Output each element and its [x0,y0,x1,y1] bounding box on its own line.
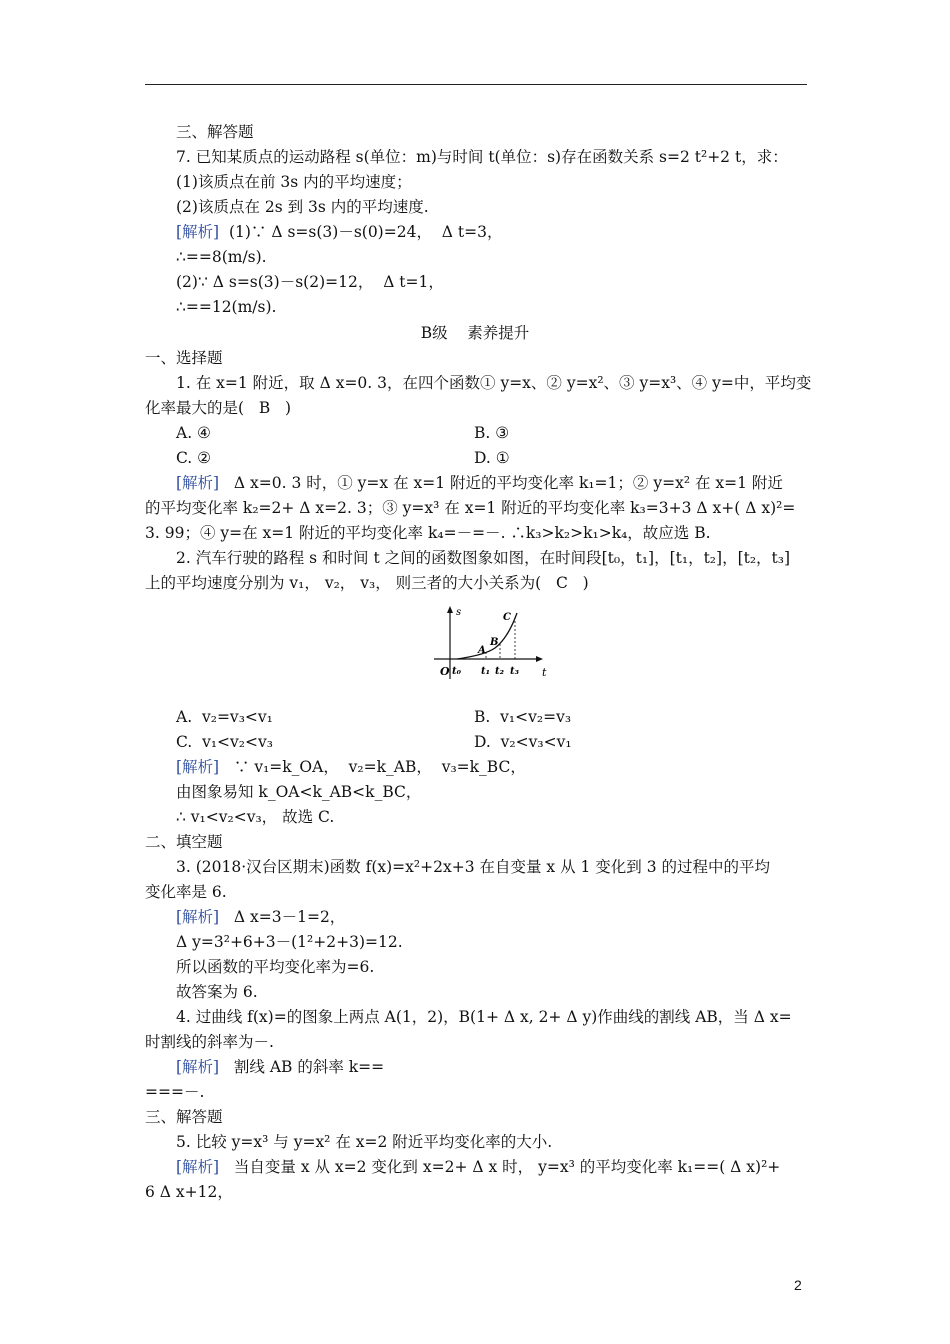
section-heading: 三、解答题 [145,1108,223,1126]
level-heading: B级 素养提升 [420,324,530,342]
problem-4: 4. 过曲线 f(x)=的图象上两点 A(1，2)，B(1+ Δ x, 2+ Δ y)作曲线的割线 AB，当 Δ x= [176,1008,792,1026]
problem-1: 1. 在 x=1 附近，取 Δ x=0. 3，在四个函数① y=x、② y=x²、③ y=x³、④ y=中，平均变 [176,374,812,392]
solution-line: 3. 99；④ y=在 x=1 附近的平均变化率 k₄=－=－. ∴k₃>k₂>k₁>k₄，故应选 B. [145,524,711,542]
solution-text: (1)∵ Δ s=s(3)－s(0)=24， Δ t=3， [219,223,503,241]
solution-line: 6 Δ x+12， [145,1183,233,1201]
point-a-label: A [478,645,486,656]
s-axis-arrow [447,606,453,613]
problem-1-cont: 化率最大的是( B ) [145,399,292,417]
solution-tag: [解析] [176,474,220,492]
solution-tag: [解析] [176,1158,220,1176]
choice-c: C. ② [176,449,212,467]
problem-5: 5. 比较 y=x³ 与 y=x² 在 x=2 附近平均变化率的大小. [176,1133,553,1151]
solution-tag: [解析] [176,758,220,776]
page-number: 2 [794,1277,802,1293]
problem-2: 2. 汽车行驶的路程 s 和时间 t 之间的函数图象如图，在时间段[t₀，t₁]，[t₁，t₂]，[t₂，t₃] [176,549,791,567]
solution-text: Δ x=0. 3 时，① y=x 在 x=1 附近的平均变化率 k₁=1；② y=x² 在 x=1 附近 [219,474,783,492]
axis-label-t: t [542,666,547,679]
solution-line: 故答案为 6. [176,983,258,1001]
point-c-label: C [503,612,511,623]
header-rule [145,84,807,85]
choice-b: B. v₁<v₂=v₃ [474,708,572,726]
solution-line: ∴ v₁<v₂<v₃， 故选 C. [176,808,335,826]
solution-line: 的平均变化率 k₂=2+ Δ x=2. 3；③ y=x³ 在 x=1 附近的平均变化率 k₃=3+3 Δ x+( Δ x)²= [145,499,796,517]
choice-c: C. v₁<v₂<v₃ [176,733,273,751]
section-heading: 一、选择题 [145,349,223,367]
solution-line: 所以函数的平均变化率为=6. [176,958,375,976]
problem-3-cont: 变化率是 6. [145,883,227,901]
solution-line: ===－. [145,1083,205,1101]
solution-text: Δ x=3－1=2， [219,908,346,926]
tick-label-t2: t₂ [495,666,504,677]
problem-4-cont: 时割线的斜率为－. [145,1033,274,1051]
solution-tag: [解析] [176,1058,220,1076]
solution-line: ∴==8(m/s). [176,248,267,266]
solution-text: 割线 AB 的斜率 k== [219,1058,385,1076]
solution-line [176,471,783,495]
solution-line [176,905,345,929]
section-heading: 二、填空题 [145,833,223,851]
problem-2-cont: 上的平均速度分别为 v₁， v₂， v₃， 则三者的大小关系为( C ) [145,574,589,592]
t-axis-arrow [536,656,543,662]
solution-text: ∵ v₁=k_OA， v₂=k_AB， v₃=k_BC， [219,758,526,776]
choice-d: D. v₂<v₃<v₁ [474,733,572,751]
tick-label-t1: t₁ [481,666,490,677]
solution-line [176,1155,780,1179]
solution-tag: [解析] [176,223,220,241]
solution-tag: [解析] [176,908,220,926]
solution-text: 当自变量 x 从 x=2 变化到 x=2+ Δ x 时， y=x³ 的平均变化率 k₁==( Δ x)²+ [219,1158,781,1176]
problem-7: 7. 已知某质点的运动路程 s(单位：m)与时间 t(单位：s)存在函数关系 s=2 t²+2 t，求： [176,148,788,166]
choice-d: D. ① [474,449,510,467]
point-b-label: B [490,637,499,648]
tick-label-t3: t₃ [510,666,519,677]
choice-a: A. ④ [176,424,211,442]
solution-line [176,1055,384,1079]
choice-a: A. v₂=v₃<v₁ [176,708,273,726]
distance-time-graph [430,603,565,681]
tick-label-t0: t₀ [452,666,461,677]
solution-line: ∴==12(m/s). [176,298,277,316]
problem-3: 3. (2018·汉台区期末)函数 f(x)=x²+2x+3 在自变量 x 从 1 变化到 3 的过程中的平均 [176,858,771,876]
solution-line [176,755,526,779]
section-heading: 三、解答题 [176,123,254,141]
solution-line: (2)∵ Δ s=s(3)－s(2)=12， Δ t=1， [176,273,444,291]
origin-label: O [440,665,450,678]
axis-label-s: s [456,607,462,618]
problem-7-part-2: (2)该质点在 2s 到 3s 内的平均速度. [176,198,429,216]
solution-line: Δ y=3²+6+3－(1²+2+3)=12. [176,933,403,951]
solution-line [176,220,503,244]
solution-line: 由图象易知 k_OA<k_AB<k_BC， [176,783,422,801]
choice-b: B. ③ [474,424,510,442]
problem-7-part-1: (1)该质点在前 3s 内的平均速度； [176,173,412,191]
